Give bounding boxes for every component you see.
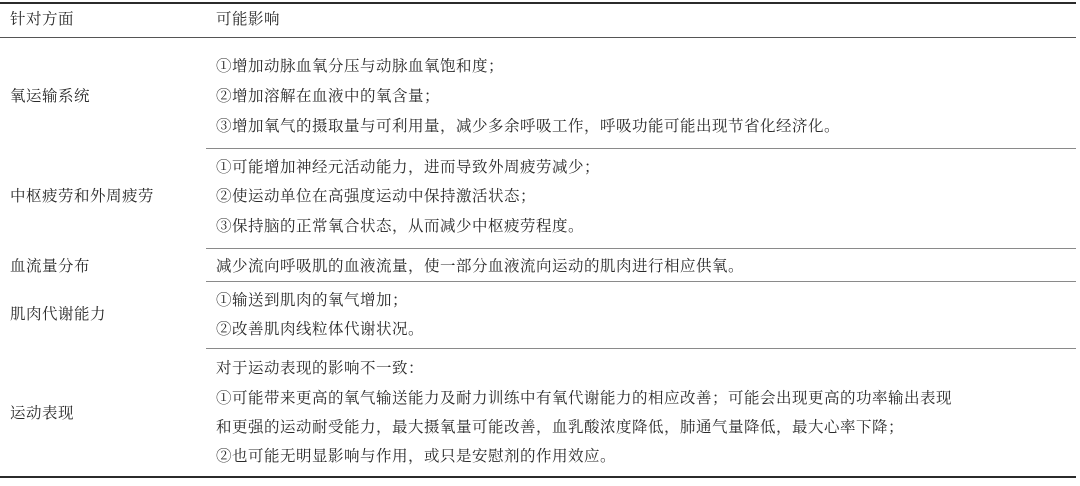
row-muscle-metabolism-effect-2: ②改善肌肉线粒体代谢状况。 [216, 320, 425, 338]
row-blood-flow-effect-1: 减少流向呼吸肌的血液流量，使一部分血液流向运动的肌肉进行相应供氧。 [216, 257, 745, 275]
row-fatigue-effect-2: ②使运动单位在高强度运动中保持激活状态； [216, 187, 537, 205]
row-performance-effect-3: 和更强的运动耐受能力，最大摄氧量可能改善，血乳酸浓度降低，肺通气量降低，最大心率下降； [216, 418, 905, 436]
row-blood-flow-aspect: 血流量分布 [10, 257, 91, 275]
table-bottom-rule [0, 476, 1076, 478]
row-performance-effect-1: 对于运动表现的影响不一致： [216, 359, 425, 377]
row-oxygen-transport-effect-3: ③增加氧气的摄取量与可利用量，减少多余呼吸工作，呼吸功能可能出现节省化经济化。 [216, 117, 841, 135]
row-oxygen-transport-aspect: 氧运输系统 [10, 87, 91, 105]
row-separator [206, 248, 1076, 249]
header-effect: 可能影响 [216, 10, 281, 28]
row-performance-effect-4: ②也可能无明显影响与作用，或只是安慰剂的作用效应。 [216, 447, 617, 465]
row-muscle-metabolism-aspect: 肌肉代谢能力 [10, 305, 107, 323]
row-fatigue-effect-3: ③保持脑的正常氧合状态，从而减少中枢疲劳程度。 [216, 217, 585, 235]
row-oxygen-transport-effect-1: ①增加动脉血氧分压与动脉血氧饱和度； [216, 57, 505, 75]
row-performance-effect-2: ①可能带来更高的氧气输送能力及耐力训练中有氧代谢能力的相应改善；可能会出现更高的功率输出表现 [216, 389, 953, 407]
row-separator [206, 148, 1076, 149]
row-fatigue-effect-1: ①可能增加神经元活动能力，进而导致外周疲劳减少； [216, 158, 601, 176]
row-muscle-metabolism-effect-1: ①输送到肌肉的氧气增加； [216, 291, 409, 309]
table-header-rule [0, 37, 1076, 38]
header-aspect: 针对方面 [10, 10, 75, 28]
row-performance-aspect: 运动表现 [10, 404, 75, 422]
row-separator [206, 348, 1076, 349]
row-fatigue-aspect: 中枢疲劳和外周疲劳 [10, 187, 155, 205]
row-oxygen-transport-effect-2: ②增加溶解在血液中的氧含量； [216, 87, 441, 105]
row-separator [206, 281, 1076, 282]
table-top-rule [0, 2, 1076, 4]
